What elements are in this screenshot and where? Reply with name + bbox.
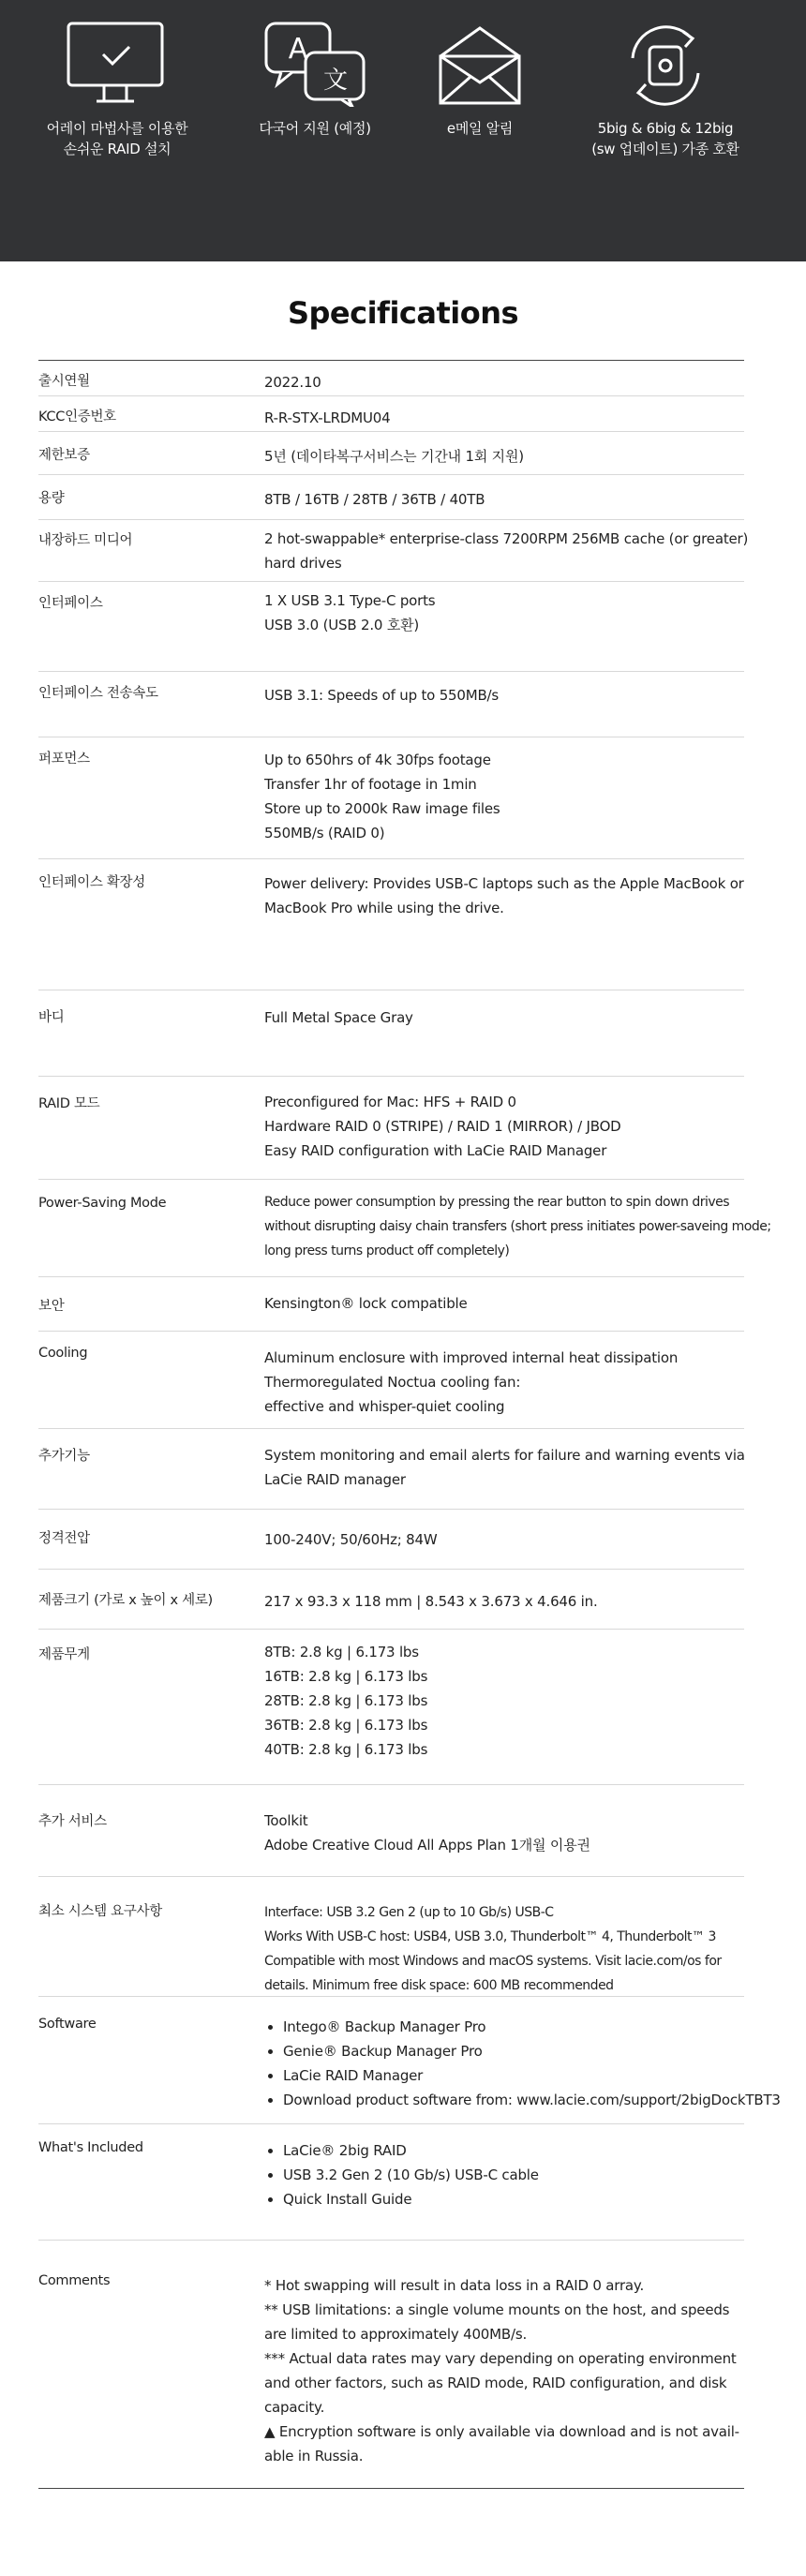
spec-value-line: details. Minimum free disk space: 600 MB recommended (264, 1978, 614, 1993)
spec-value-line: hard drives (264, 555, 342, 572)
spec-value-line: Store up to 2000k Raw image files (264, 800, 500, 817)
spec-row (38, 395, 744, 432)
spec-value-line: *** Actual data rates may vary depending on operating environment (264, 2350, 737, 2367)
spec-value-line: Easy RAID configuration with LaCie RAID Manager (264, 1142, 607, 1159)
spec-value (264, 527, 761, 575)
spec-value-line: * Hot swapping will result in data loss in a RAID 0 array. (264, 2277, 645, 2294)
spec-value-line: 550MB/s (RAID 0) (264, 825, 385, 841)
spec-row (38, 1569, 744, 1630)
spec-row (38, 1179, 771, 1277)
spec-bullet-item: • Intego® Backup Manager Pro (283, 2015, 761, 2039)
feature-caption: 5big & 6big & 12big (sw 업데이트) 가종 호환 (591, 120, 739, 157)
spec-label: 제품크기 (가로 x 높이 x 세로) (38, 1593, 213, 1608)
spec-value (264, 444, 761, 469)
spec-label: 추가 서비스 (38, 1814, 107, 1829)
spec-value-line: Power delivery: Provides USB-C laptops such as the Apple MacBook or (264, 875, 744, 892)
spec-label: 제품무게 (38, 1647, 90, 1662)
spec-value (264, 683, 761, 707)
spec-label: 출시연월 (38, 374, 90, 389)
spec-row (38, 737, 744, 859)
spec-label: KCC인증번호 (38, 409, 116, 424)
spec-label: Cooling (38, 1346, 88, 1361)
envelope-icon (433, 21, 527, 107)
spec-value (264, 1527, 761, 1552)
spec-value-line: R-R-STX-LRDMU04 (264, 409, 391, 426)
spec-value-line: Hardware RAID 0 (STRIPE) / RAID 1 (MIRROR) / JBOD (264, 1118, 621, 1135)
spec-row (38, 360, 744, 396)
spec-label: Software (38, 2017, 97, 2032)
spec-label: Power-Saving Mode (38, 1196, 167, 1211)
spec-bullet-item: • LaCie® 2big RAID (283, 2138, 761, 2163)
spec-bullet-list (264, 2138, 761, 2211)
spec-label: What's Included (38, 2140, 143, 2155)
spec-value (264, 2138, 761, 2211)
spec-value-line: 1 X USB 3.1 Type-C ports (264, 592, 436, 609)
spec-value-line: System monitoring and email alerts for failure and warning events via (264, 1447, 745, 1464)
spec-value (264, 871, 761, 920)
spec-value-line: 100-240V; 50/60Hz; 84W (264, 1531, 438, 1548)
spec-value-line: 40TB: 2.8 kg | 6.173 lbs (264, 1741, 428, 1758)
spec-row (38, 1428, 744, 1510)
svg-text:A: A (288, 33, 308, 66)
spec-label: 인터페이스 (38, 596, 103, 611)
spec-value (264, 2015, 781, 2112)
spec-value (264, 1900, 761, 1998)
spec-row (38, 431, 744, 475)
spec-bullet-item: • Download product software from: www.lacie.com/support/2bigDockTBT3 (283, 2088, 761, 2112)
spec-value-line: LaCie RAID manager (264, 1471, 406, 1488)
page-title: Specifications (287, 295, 519, 331)
spec-value-line: capacity. (264, 2399, 325, 2416)
spec-value-line: Transfer 1hr of footage in 1min (264, 776, 477, 793)
spec-value (264, 2273, 761, 2468)
spec-label: 바디 (38, 1010, 65, 1025)
spec-label: 인터페이스 확장성 (38, 875, 145, 890)
spec-value-line: 16TB: 2.8 kg | 6.173 lbs (264, 1668, 428, 1685)
spec-value-line: USB 3.1: Speeds of up to 550MB/s (264, 687, 500, 704)
spec-value-line: ** USB limitations: a single volume mounts on the host, and speeds (264, 2301, 730, 2318)
spec-row (38, 671, 744, 737)
spec-value-line: ▲ Encryption software is only available via download and is not avail- (264, 2423, 739, 2440)
spec-value-line: Up to 650hrs of 4k 30fps footage (264, 752, 491, 768)
spec-row (38, 519, 749, 582)
spec-value-line: are limited to approximately 400MB/s. (264, 2326, 528, 2343)
spec-value-line: effective and whisper-quiet cooling (264, 1398, 505, 1415)
spec-bullet-item: • USB 3.2 Gen 2 (10 Gb/s) USB-C cable (283, 2163, 761, 2187)
spec-label: 정격전압 (38, 1531, 90, 1546)
translate-chat-icon (259, 21, 371, 107)
spec-value-line: Compatible with most Windows and macOS systems. Visit lacie.com/os for (264, 1954, 722, 1969)
spec-label: 추가기능 (38, 1449, 90, 1464)
spec-row (38, 1509, 744, 1570)
spec-value (264, 487, 761, 512)
spec-value (264, 1443, 761, 1492)
monitor-check-icon (66, 21, 169, 105)
spec-value (264, 1640, 761, 1762)
spec-bullet-list (264, 2015, 781, 2112)
spec-value-line: Thermoregulated Noctua cooling fan: (264, 1374, 521, 1391)
spec-row (38, 1784, 744, 1877)
spec-value (264, 748, 761, 845)
spec-value-line: without disrupting daisy chain transfers (short press initiates power-saveing mode; (264, 1219, 771, 1234)
spec-value-line: Works With USB-C host: USB4, USB 3.0, Thunderbolt™ 4, Thunderbolt™ 3 (264, 1929, 716, 1944)
spec-row (38, 474, 744, 520)
spec-value-line: 8TB: 2.8 kg | 6.173 lbs (264, 1644, 419, 1660)
spec-value-line: 217 x 93.3 x 118 mm | 8.543 x 3.673 x 4.646 in. (264, 1593, 598, 1610)
spec-value-line: 2022.10 (264, 374, 321, 391)
spec-value (264, 588, 761, 637)
spec-row (38, 1076, 744, 1180)
spec-value (264, 1346, 761, 1419)
spec-value-line: Preconfigured for Mac: HFS + RAID 0 (264, 1094, 516, 1110)
spec-value (264, 1005, 761, 1030)
feature-caption: 어레이 마법사를 이용한 손쉬운 RAID 설치 (46, 120, 188, 157)
spec-row (38, 1331, 744, 1429)
spec-value-line: Kensington® lock compatible (264, 1295, 468, 1312)
spec-value-line: USB 3.0 (USB 2.0 호환) (264, 617, 420, 633)
spec-row (38, 1996, 781, 2124)
feature-caption: e메일 알림 (446, 120, 514, 137)
spec-label: 내장하드 미디어 (38, 533, 133, 548)
spec-bullet-item: • Quick Install Guide (283, 2187, 761, 2211)
spec-bullet-item: • Genie® Backup Manager Pro (283, 2039, 761, 2063)
spec-label: 최소 시스템 요구사항 (38, 1904, 162, 1919)
spec-value-line: Adobe Creative Cloud All Apps Plan 1개월 이용권 (264, 1837, 590, 1854)
spec-value (264, 370, 761, 395)
spec-value-line: and other factors, such as RAID mode, RAID configuration, and disk (264, 2375, 727, 2391)
spec-value-line: Toolkit (264, 1812, 308, 1829)
spec-row (38, 1276, 744, 1332)
spec-value-line: 28TB: 2.8 kg | 6.173 lbs (264, 1692, 428, 1709)
spec-value-line: Reduce power consumption by pressing the rear button to spin down drives (264, 1195, 730, 1210)
spec-value-line: 36TB: 2.8 kg | 6.173 lbs (264, 1717, 428, 1734)
spec-label: 보안 (38, 1299, 65, 1314)
spec-row (38, 2240, 744, 2488)
spec-row (38, 2123, 744, 2241)
spec-value-line: 5년 (데이타복구서비스는 기간내 1회 지원) (264, 448, 524, 465)
feature-caption: 다국어 지원 (예정) (259, 120, 371, 137)
spec-value-line: Interface: USB 3.2 Gen 2 (up to 10 Gb/s) USB-C (264, 1905, 554, 1920)
spec-value (264, 1589, 761, 1614)
spec-value (264, 1291, 761, 1316)
spec-value (264, 406, 761, 430)
spec-value-line: Full Metal Space Gray (264, 1009, 413, 1026)
spec-row (38, 1876, 744, 1997)
spec-value-line: MacBook Pro while using the drive. (264, 900, 504, 916)
refresh-device-icon (614, 21, 717, 111)
spec-bullet-item: • LaCie RAID Manager (283, 2063, 761, 2088)
spec-value-line: 8TB / 16TB / 28TB / 36TB / 40TB (264, 491, 485, 508)
spec-value-line: able in Russia. (264, 2448, 364, 2464)
spec-label: RAID 모드 (38, 1096, 100, 1111)
spec-row (38, 990, 744, 1077)
spec-value (264, 1190, 771, 1263)
spec-label: 퍼포먼스 (38, 752, 90, 767)
spec-value-line: 2 hot-swappable* enterprise-class 7200RPM 256MB cache (or greater) (264, 530, 749, 547)
spec-value (264, 1090, 761, 1163)
table-bottom-rule (38, 2488, 744, 2489)
spec-label: 인터페이스 전송속도 (38, 686, 158, 701)
spec-row (38, 1629, 744, 1785)
spec-row (38, 858, 744, 990)
spec-row (38, 581, 744, 672)
spec-value (264, 1809, 761, 1857)
spec-label: 제한보증 (38, 448, 90, 463)
spec-label: 용량 (38, 491, 65, 506)
spec-value-line: Aluminum enclosure with improved internal heat dissipation (264, 1349, 679, 1366)
spec-label: Comments (38, 2273, 111, 2288)
spec-value-line: long press turns product off completely) (264, 1243, 510, 1258)
svg-text:文: 文 (322, 67, 349, 95)
